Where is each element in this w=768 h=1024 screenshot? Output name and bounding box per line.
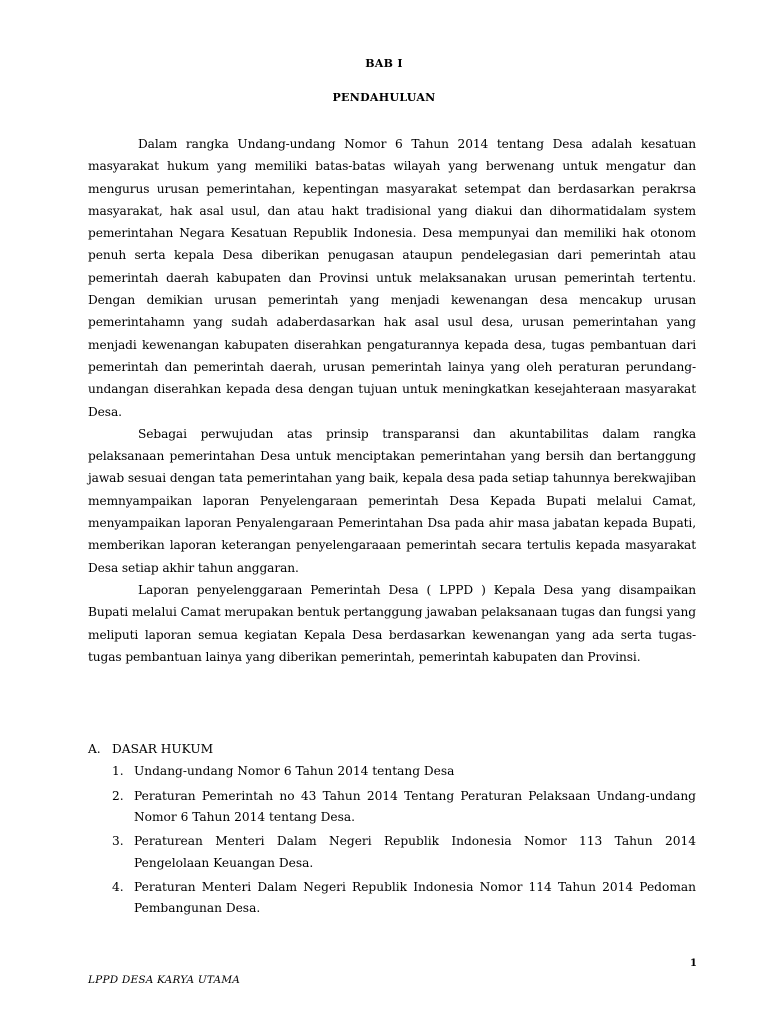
list-item-text: Undang-undang Nomor 6 Tahun 2014 tentang Desa — [134, 764, 455, 778]
list-item — [112, 761, 696, 782]
section-letter: A. — [88, 742, 101, 756]
list-item — [112, 786, 696, 828]
paragraph-transparency: Sebagai perwujudan atas prinsip transparansi dan akuntabilitas dalam rangka pelaksanaan pemerintahan Desa untuk menciptakan pemerintahan yang bersih dan bertanggung jawab sesuai dengan tata pemerintahan yang baik, kepala desa pada setiap tahunnya berekwajiban memnyampaikan laporan Penyelengaraan pemerintah Desa Kepada Bupati melalui Camat, menyampaikan laporan Penyalengaraan Pemerintahan Dsa pada ahir masa jabatan kepada Bupati, memberikan laporan keterangan penyelengaraaan pemerintah secara tertulis kepada masyarakat Desa setiap akhir tahun anggaran. — [88, 426, 696, 575]
list-item — [112, 877, 696, 919]
list-item-number: 2. — [112, 788, 124, 803]
list-item-text: Peraturean Menteri Dalam Negeri Republik Indonesia Nomor 113 Tahun 2014 Pengelolaan Keuangan Desa. — [134, 834, 696, 870]
section-title: DASAR HUKUM — [112, 742, 214, 756]
page-number: 1 — [690, 958, 697, 969]
chapter-label: BAB I — [365, 57, 403, 70]
chapter-title: PENDAHULUAN — [332, 91, 436, 104]
section-heading-dasar-hukum — [88, 738, 696, 760]
document-body — [88, 133, 696, 668]
list-item — [112, 831, 696, 873]
paragraph-lppd: Laporan penyelenggaraan Pemerintah Desa ( LPPD ) Kepala Desa yang disampaikan Bupati melalui Camat merupakan bentuk pertanggung jawaban pelaksanaan tugas dan fungsi yang meliputi laporan semua kegiatan Kepala Desa berdasarkan kewenangan yang ada serta tugas-tugas pembantuan lainya yang diberikan pemerintah, pemerintah kabupaten dan Provinsi. — [88, 582, 696, 664]
legal-basis-list — [112, 761, 696, 923]
list-item-number: 3. — [112, 834, 124, 849]
list-item-text: Peraturan Menteri Dalam Negeri Republik Indonesia Nomor 114 Tahun 2014 Pedoman Pembangunan Desa. — [134, 880, 696, 916]
paragraph-intro: Dalam rangka Undang-undang Nomor 6 Tahun 2014 tentang Desa adalah kesatuan masyarakat hukum yang memiliki batas-batas wilayah yang berwenang untuk mengatur dan mengurus urusan pemerintahan, kepentingan masyarakat setempat dan berdasarkan perakrsa masyarakat, hak asal usul, dan atau hakt tradisional yang diakui dan dihormatidalam system pemerintahan Negara Kesatuan Republik Indonesia. Desa mempunyai dan memiliki hak otonom penuh serta kepala Desa diberikan penugasan ataupun pendelegasian dari pemerintah atau pemerintah daerah kabupaten dan Provinsi untuk melaksanakan urusan pemerintah tertentu. Dengan demikian urusan pemerintah yang menjadi kewenangan desa mencakup urusan pemerintahamn yang sudah adaberdasarkan hak asal usul desa, urusan pemerintahan yang menjadi kewenangan kabupaten diserahkan pengaturannya kepada desa, tugas pembantuan dari pemerintah dan pemerintah daerah, urusan pemerintah lainya yang oleh peraturan perundang-undangan diserahkan kepada desa dengan tujuan untuk meningkatkan kesejahteraan masyarakat Desa. — [88, 137, 696, 419]
list-item-text: Peraturan Pemerintah no 43 Tahun 2014 Tentang Peraturan Pelaksaan Undang-undang Nomor 6 Tahun 2014 tentang Desa. — [134, 788, 696, 824]
footer-title: LPPD DESA KARYA UTAMA — [88, 974, 241, 986]
list-item-number: 4. — [112, 880, 124, 895]
list-item-number: 1. — [112, 764, 124, 778]
